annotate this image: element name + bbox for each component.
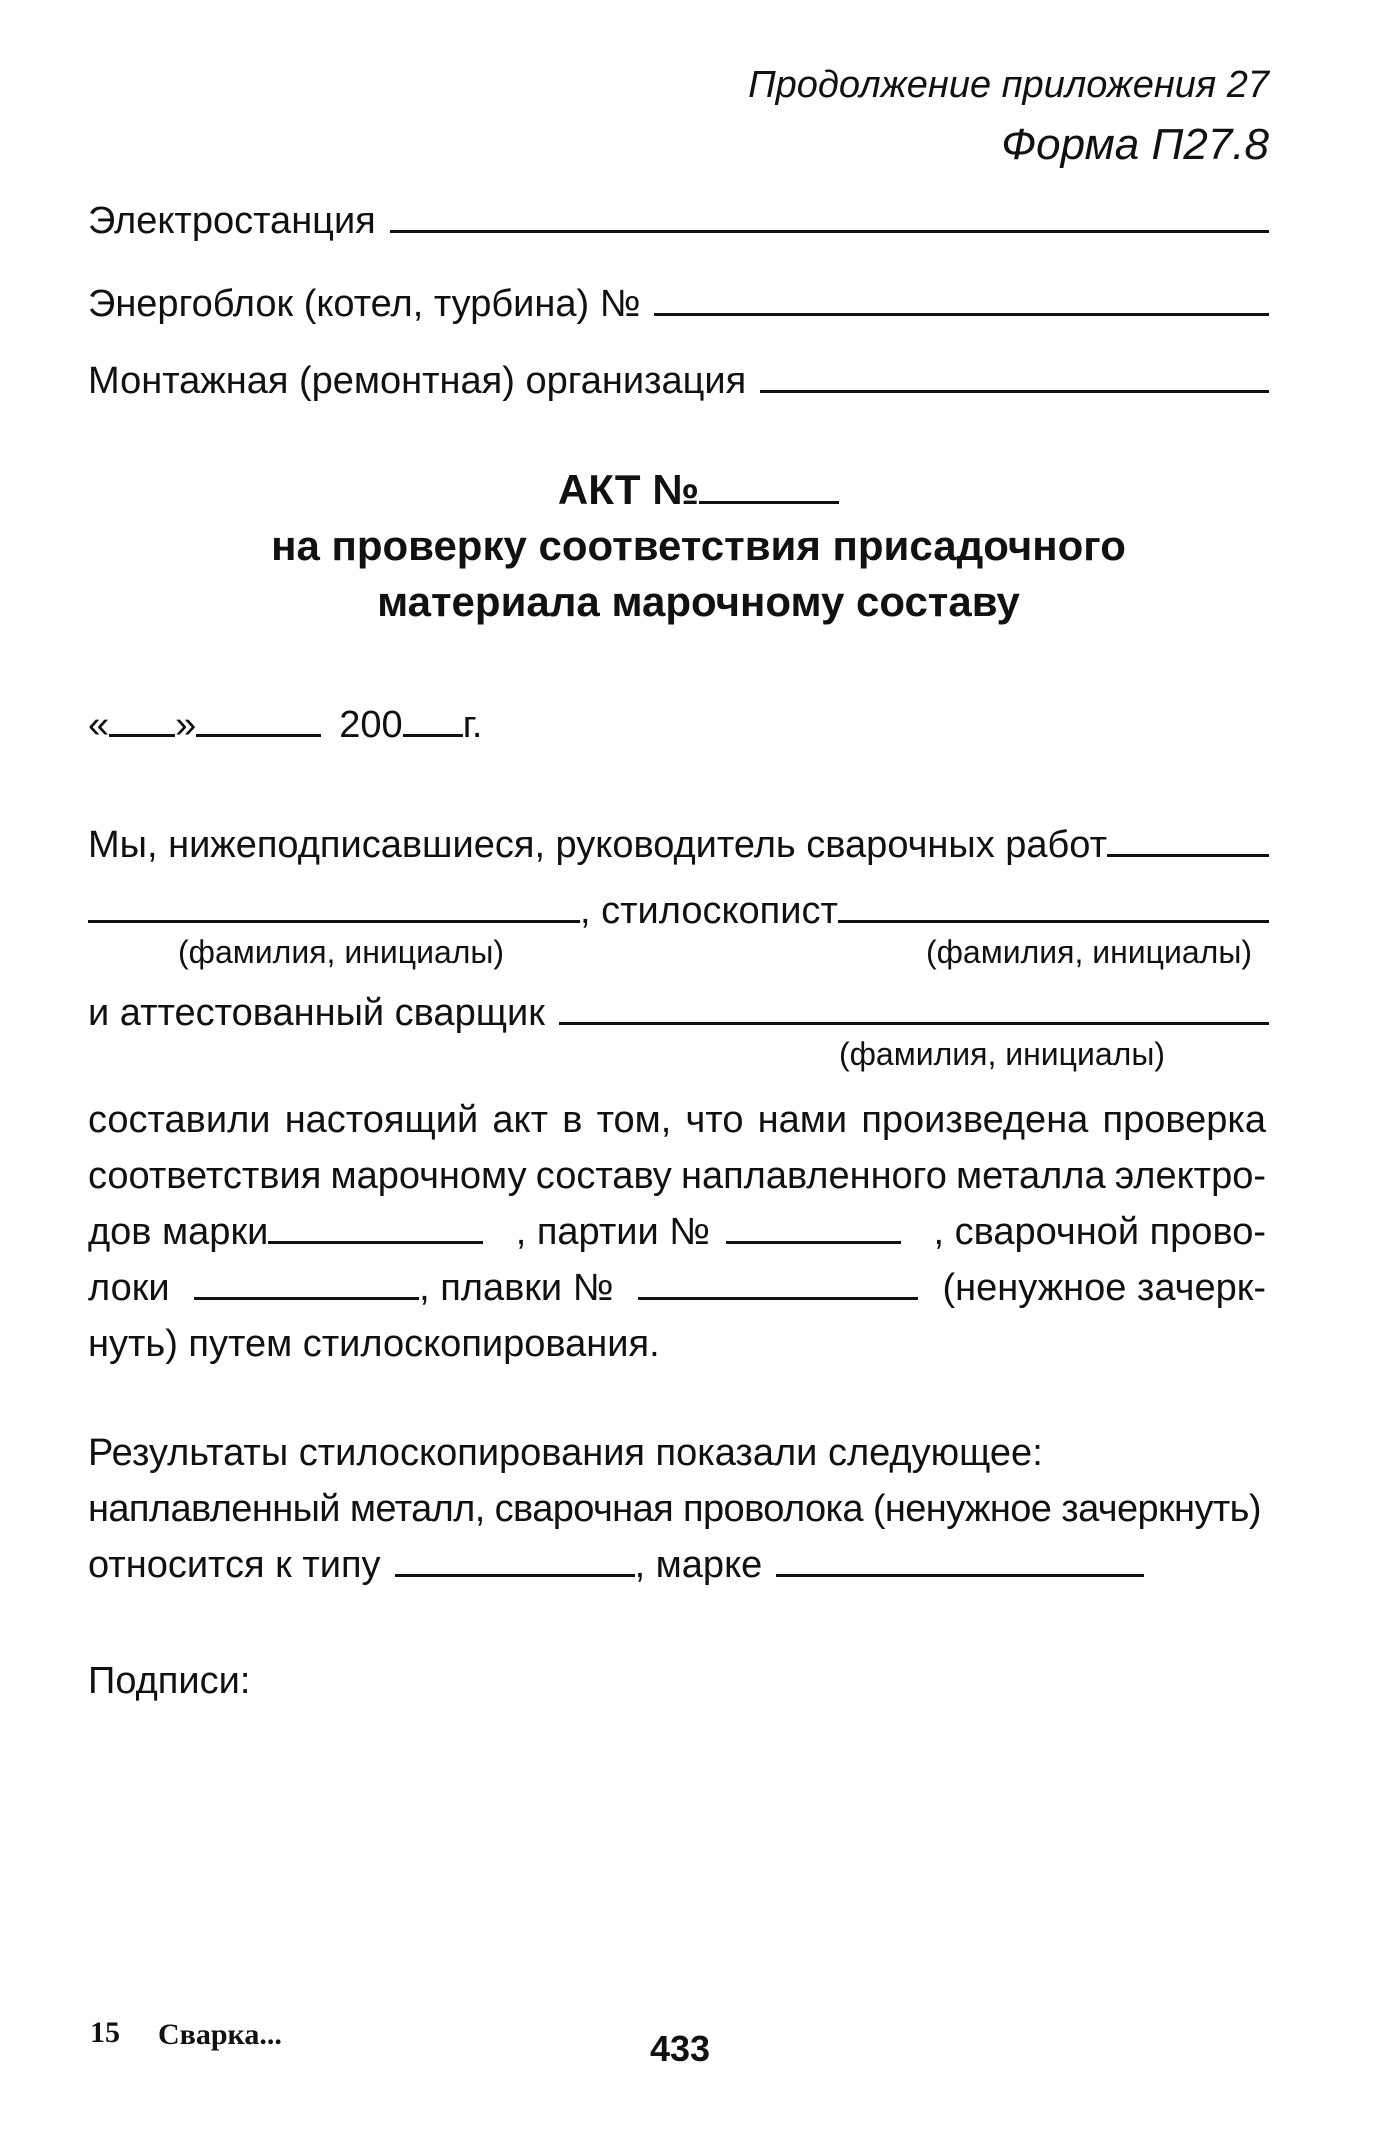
date-row	[88, 704, 1397, 747]
stylo-row	[88, 890, 1269, 933]
body-row-3	[88, 1204, 1266, 1260]
date-close-quote: »	[175, 704, 197, 746]
intro-row	[88, 824, 1269, 867]
results-line3	[88, 1544, 1397, 1587]
caption-stylo: (фамилия, инициалы)	[925, 934, 1252, 970]
power-unit-row	[88, 283, 1269, 326]
grade-field[interactable]	[776, 1574, 1144, 1577]
wire-label-cont: локи	[88, 1267, 170, 1309]
word: составили	[88, 1099, 271, 1141]
wire-grade-group	[194, 1260, 613, 1316]
caption-supervisor: (фамилия, инициалы)	[178, 934, 505, 970]
body-paragraph	[88, 1092, 1266, 1372]
batch-label: , партии №	[515, 1211, 711, 1253]
word: металла	[956, 1155, 1106, 1197]
power-station-row	[88, 200, 1269, 243]
strike-note: (ненужное зачерк-	[942, 1267, 1266, 1309]
word: наплавленного	[680, 1155, 947, 1197]
stylo-label: , стилоскопист	[580, 890, 838, 932]
organization-label: Монтажная (ремонтная) организация	[88, 360, 747, 402]
date-month-field[interactable]	[196, 734, 321, 737]
intro-text: Мы, нижеподписавшиеся, руководитель сварочных работ	[88, 824, 1108, 866]
organization-field[interactable]	[760, 390, 1269, 393]
act-number-field[interactable]	[699, 501, 839, 504]
date-year-field[interactable]	[403, 734, 463, 737]
electrode-grade-label: дов марки	[88, 1211, 269, 1253]
organization-row	[88, 360, 1269, 403]
word: акт	[492, 1099, 548, 1141]
word: электро-	[1114, 1155, 1266, 1197]
supervisor-field[interactable]	[1107, 854, 1269, 857]
results-line1: Результаты стилоскопирования показали следующее:	[88, 1432, 1043, 1474]
word: нами	[757, 1099, 848, 1141]
body-row-4	[88, 1260, 1266, 1316]
date-year-suffix: г.	[462, 704, 483, 746]
melt-label: , плавки №	[419, 1267, 614, 1309]
caption-welder: (фамилия, инициалы)	[838, 1036, 1165, 1072]
date-open-quote: «	[88, 704, 110, 746]
electrode-grade-group	[88, 1204, 483, 1260]
welder-row	[88, 992, 1269, 1035]
word: настоящий	[284, 1099, 479, 1141]
word: составу	[535, 1155, 672, 1197]
electrode-grade-field[interactable]	[268, 1241, 483, 1244]
date-day-field[interactable]	[109, 734, 175, 737]
act-subtitle-line2: материала марочному составу	[377, 578, 1020, 625]
batch-group	[516, 1204, 901, 1260]
power-station-label: Электростанция	[88, 200, 376, 242]
act-number-label: АКТ №	[557, 466, 700, 513]
results-line2: наплавленный металл, сварочная проволока (ненужное зачеркнуть)	[88, 1488, 1261, 1530]
type-label: относится к типу	[88, 1544, 381, 1586]
power-unit-label: Энергоблок (котел, турбина) №	[88, 283, 641, 325]
grade-label: , марке	[634, 1544, 763, 1586]
body-row-1	[88, 1092, 1266, 1148]
wire-grade-field[interactable]	[194, 1297, 419, 1300]
body-row-2	[88, 1148, 1266, 1204]
word: в	[562, 1099, 583, 1141]
batch-field[interactable]	[726, 1241, 901, 1244]
word: что	[685, 1099, 744, 1141]
melt-field[interactable]	[638, 1297, 918, 1300]
act-title	[0, 466, 1397, 514]
word: том,	[596, 1099, 672, 1141]
welder-name-field[interactable]	[559, 1022, 1269, 1025]
word: произведена	[861, 1099, 1089, 1141]
form-label: Форма П27.8	[1001, 120, 1269, 169]
stylo-name-field[interactable]	[838, 920, 1269, 923]
page-number: 433	[650, 2028, 711, 2069]
welder-label: и аттестованный сварщик	[88, 992, 545, 1034]
wire-label: , сварочной прово-	[933, 1211, 1266, 1253]
word: проверка	[1102, 1099, 1266, 1141]
sheet-title: Сварка...	[158, 2018, 282, 2051]
signatures-label: Подписи:	[88, 1660, 251, 1702]
continuation-label: Продолжение приложения 27	[748, 64, 1269, 106]
power-station-field[interactable]	[390, 230, 1269, 233]
power-unit-field[interactable]	[654, 313, 1269, 316]
body-row-5: нуть) путем стилоскопирования.	[88, 1323, 660, 1365]
word: соответствия	[88, 1155, 322, 1197]
type-field[interactable]	[395, 1574, 635, 1577]
date-year-prefix: 200	[339, 704, 403, 746]
act-subtitle-line1: на проверку соответствия присадочного	[271, 522, 1126, 569]
word: марочному	[330, 1155, 527, 1197]
sheet-number: 15	[90, 2016, 120, 2049]
supervisor-name-field[interactable]	[88, 920, 580, 923]
